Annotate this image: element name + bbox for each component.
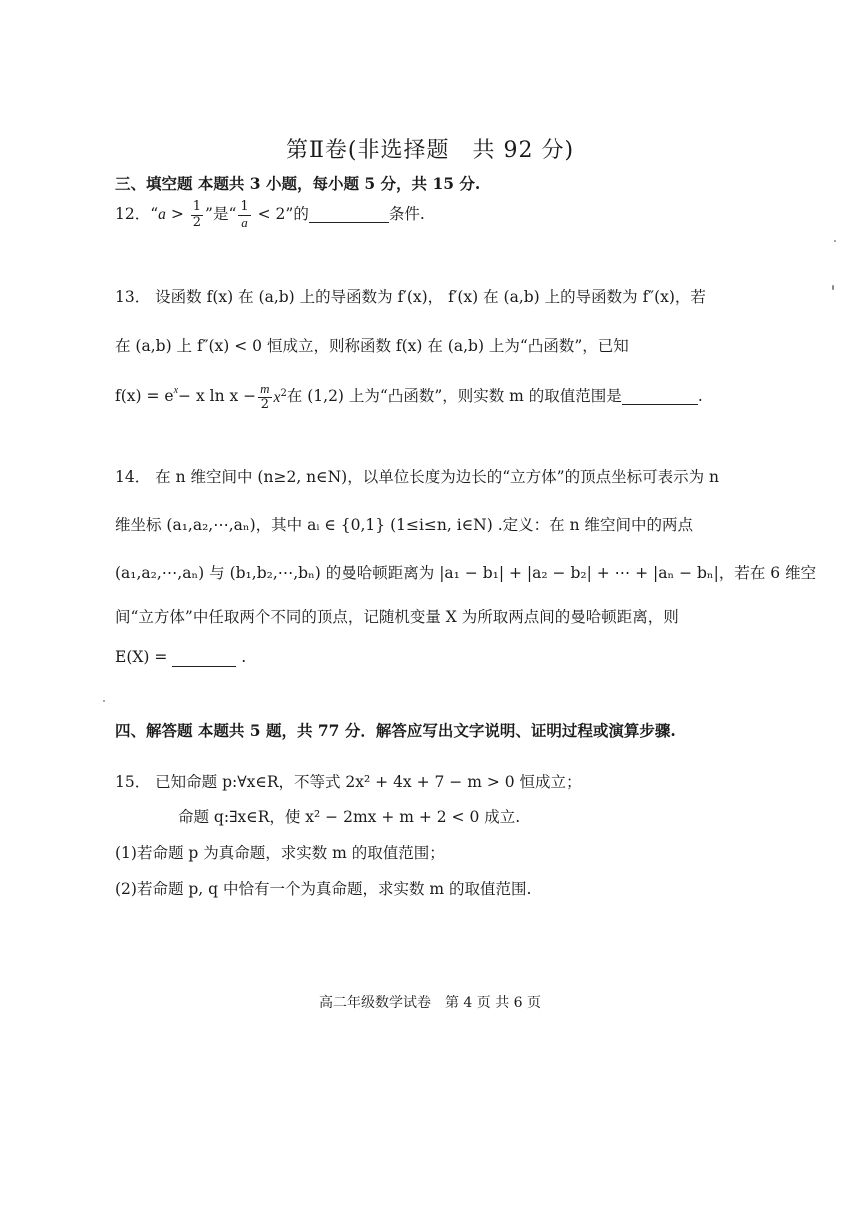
q12-var-a: a: [158, 206, 166, 224]
page-title: 第Ⅱ卷(非选择题 共 92 分): [285, 138, 575, 163]
question-14-line5: [115, 650, 246, 667]
q14-answer-blank[interactable]: [172, 650, 236, 667]
q14-line5-end: .: [241, 648, 247, 666]
question-14-line3: (a₁,a₂,⋯,aₙ) 与 (b₁,b₂,⋯,bₙ) 的曼哈顿距离为 |a₁ − b₁| + |a₂ − b₂| + ⋯ + |aₙ − bₙ|，若在 6 维空: [115, 564, 817, 582]
q13-line1-text: 设函数 f(x) 在 (a,b) 上的导函数为 f′(x)， f′(x) 在 (a,b) 上的导函数为 f″(x)，若: [155, 288, 706, 306]
q12-text-de: ”的: [285, 205, 309, 224]
q12-fraction-inv-a: $\frac{1}{a}$: [240, 198, 249, 230]
q12-tail: 条件.: [388, 205, 425, 224]
scan-speck: [103, 700, 105, 702]
q12-text-mid: ”是“: [205, 205, 237, 224]
q12-fraction-half: $\frac{1}{2}$: [192, 198, 202, 230]
q13-line3-post: 在 (1,2) 上为“凸函数”，则实数 m 的取值范围是: [286, 387, 622, 406]
q12-number: 12．: [115, 205, 151, 224]
q13-number: 13．: [115, 288, 151, 306]
page-footer: 高二年级数学试卷 第 4 页 共 6 页: [318, 995, 542, 1011]
q15-line1-text: 已知命题 p:∀x∈R，不等式 2x² + 4x + 7 − m > 0 恒成立；: [155, 773, 582, 791]
question-13-line3: [115, 377, 703, 417]
question-15-part1: (1)若命题 p 为真命题，求实数 m 的取值范围；: [115, 844, 445, 862]
question-13-line1: [115, 290, 706, 306]
question-15-line1: [115, 775, 582, 791]
q12-lt2: < 2: [252, 205, 286, 224]
q12-quote-open: “: [150, 205, 159, 224]
q13-x-squared: $x^2$: [273, 387, 287, 406]
q12-gt: >: [165, 205, 189, 224]
q14-line5-text: E(X) =: [115, 648, 168, 666]
section4-heading: 四、解答题 本题共 5 题，共 77 分．解答应写出文字说明、证明过程或演算步骤.: [115, 721, 676, 740]
q14-number: 14．: [115, 468, 151, 486]
q13-line3-end: .: [697, 387, 703, 406]
q13-line3-mid: − x ln x −: [178, 387, 257, 406]
question-13-line2: 在 (a,b) 上 f″(x) < 0 恒成立，则称函数 f(x) 在 (a,b) 上为“凸函数”，已知: [115, 337, 629, 355]
scan-speck: [832, 285, 834, 290]
question-14-line2: 维坐标 (a₁,a₂,⋯,aₙ)，其中 aᵢ ∈ {0,1} (1≤i≤n, i∈N) .定义：在 n 维空间中的两点: [115, 516, 693, 534]
q14-line1-text: 在 n 维空间中 (n≥2, n∈N)，以单位长度为边长的“立方体”的顶点坐标可表示为 n: [155, 468, 719, 486]
q13-line3-pre: f(x) = e: [115, 387, 174, 406]
question-14-line1: [115, 470, 719, 486]
question-14-line4: 间“立方体”中任取两个不同的顶点，记随机变量 X 为所取两点间的曼哈顿距离，则: [115, 608, 679, 626]
question-15-line2: 命题 q:∃x∈R，使 x² − 2mx + m + 2 < 0 成立.: [178, 808, 521, 826]
q13-fraction-m-half: $\frac{m}{2}$: [260, 380, 270, 412]
question-12: [115, 193, 425, 237]
scan-speck: [834, 240, 836, 242]
question-15-part2: (2)若命题 p, q 中恰有一个为真命题，求实数 m 的取值范围.: [115, 880, 532, 898]
section3-heading: 三、填空题 本题共 3 小题，每小题 5 分，共 15 分.: [115, 174, 481, 193]
q15-number: 15．: [115, 773, 151, 791]
q13-exp-x: x: [173, 385, 179, 396]
q13-answer-blank[interactable]: [622, 389, 698, 406]
q12-answer-blank[interactable]: [309, 207, 389, 224]
